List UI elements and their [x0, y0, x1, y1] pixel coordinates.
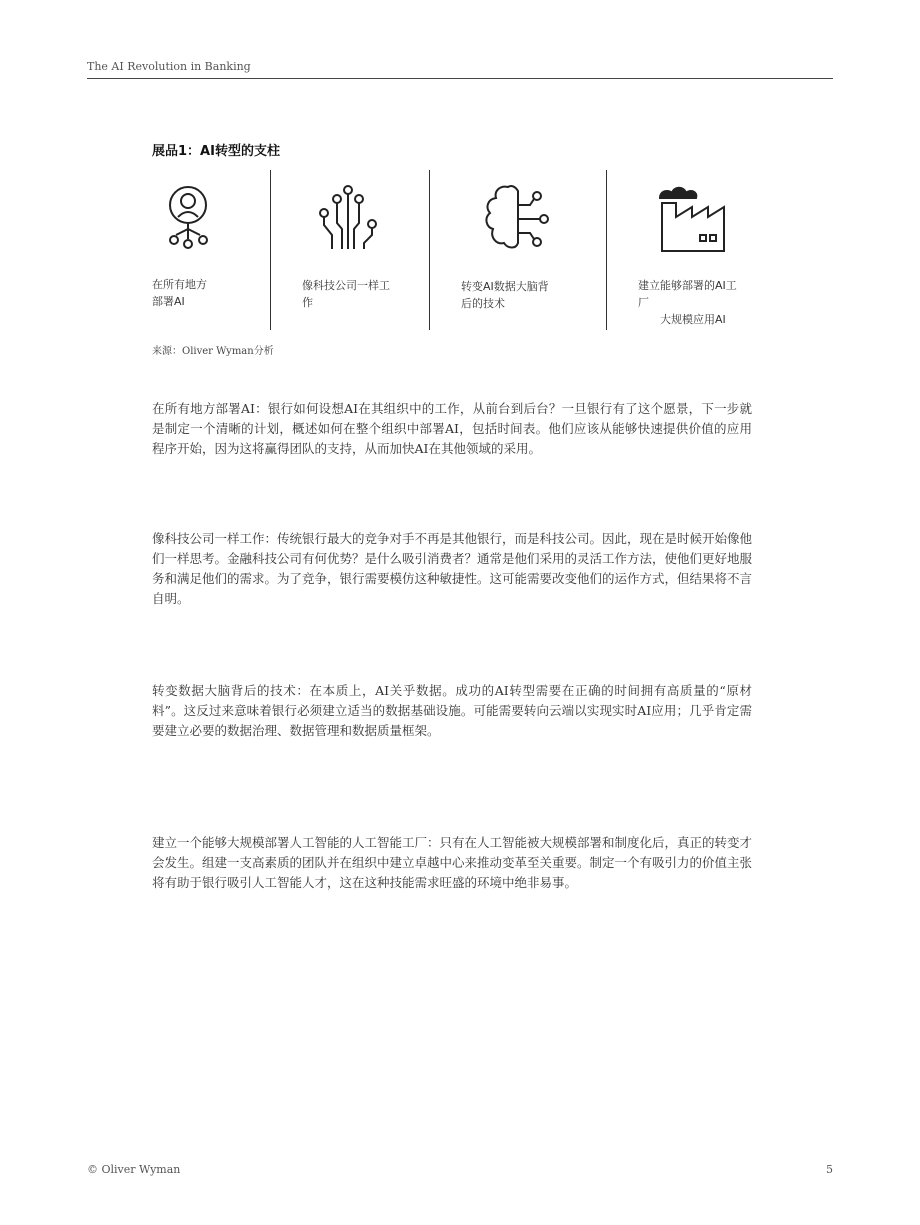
pillar-label: [638, 277, 737, 328]
column-divider: [429, 170, 430, 330]
pillar-label-line: 建立能够部署的AI工: [638, 279, 737, 292]
paragraph-ai-factory: 建立一个能够大规模部署人工智能的人工智能工厂：只有在人工智能被大规模部署和制度化后，真正的转变才会发生。组建一支高素质的团队并在组织中建立卓越中心来推动变革至关重要。制定一个有吸引力的价值主张将有助于银行吸引人工智能人才，这在这种技能需求旺盛的环境中绝非易事。: [152, 835, 753, 890]
pillar-label: [461, 278, 549, 312]
paragraph-tech-company: 像科技公司一样工作：传统银行最大的竞争对手不再是其他银行，而是科技公司。因此，现在是时候开始像他们一样思考。金融科技公司有何优势？是什么吸引消费者？通常是他们采用的灵活工作方法，使他们更好地服务和满足他们的需求。为了竞争，银行需要模仿这种敏捷性。这可能需要改变他们的运作方式，但结果将不言自明。: [152, 531, 753, 606]
pillar-label: [152, 276, 207, 310]
factory-icon: [652, 183, 732, 255]
pillar-label-line: 作: [302, 296, 313, 309]
page-number: 5: [826, 1163, 833, 1176]
brain-circuit-icon: [478, 183, 558, 255]
pillar-label-line: 大规模应用AI: [660, 313, 726, 326]
column-divider: [270, 170, 271, 330]
circuit-lines-icon: [308, 183, 388, 255]
pillar-label-line: 部署AI: [152, 295, 185, 308]
pillar-label-line: 在所有地方: [152, 278, 207, 291]
footer-copyright: © Oliver Wyman: [87, 1163, 181, 1176]
paragraph-data-brain: 转变数据大脑背后的技术：在本质上，AI关乎数据。成功的AI转型需要在正确的时间拥有高质量的“原材料”。这反过来意味着银行必须建立适当的数据基础设施。可能需要转向云端以实现实时AI应用；几乎肯定需要建立必要的数据治理、数据管理和数据质量框架。: [152, 683, 752, 738]
page-header: [87, 59, 833, 79]
pillar-label: [302, 277, 390, 311]
pillar-label-line: 转变AI数据大脑背: [461, 280, 549, 293]
pillar-label-line: 像科技公司一样工: [302, 279, 390, 292]
column-divider: [606, 170, 607, 330]
pillar-label-line: 厂: [638, 296, 649, 309]
report-title: The AI Revolution in Banking: [87, 60, 251, 73]
person-network-icon: [148, 183, 228, 255]
exhibit-source: 来源：Oliver Wyman分析: [152, 346, 274, 357]
paragraph-deploy-ai: 在所有地方部署AI：银行如何设想AI在其组织中的工作，从前台到后台？一旦银行有了这个愿景，下一步就是制定一个清晰的计划，概述如何在整个组织中部署AI，包括时间表。他们应该从能够快速提供价值的应用程序开始，因为这将赢得团队的支持，从而加快AI在其他领域的采用。: [152, 401, 752, 456]
exhibit-title: 展品1：AI转型的支柱: [152, 144, 280, 159]
pillar-label-line: 后的技术: [461, 297, 505, 310]
